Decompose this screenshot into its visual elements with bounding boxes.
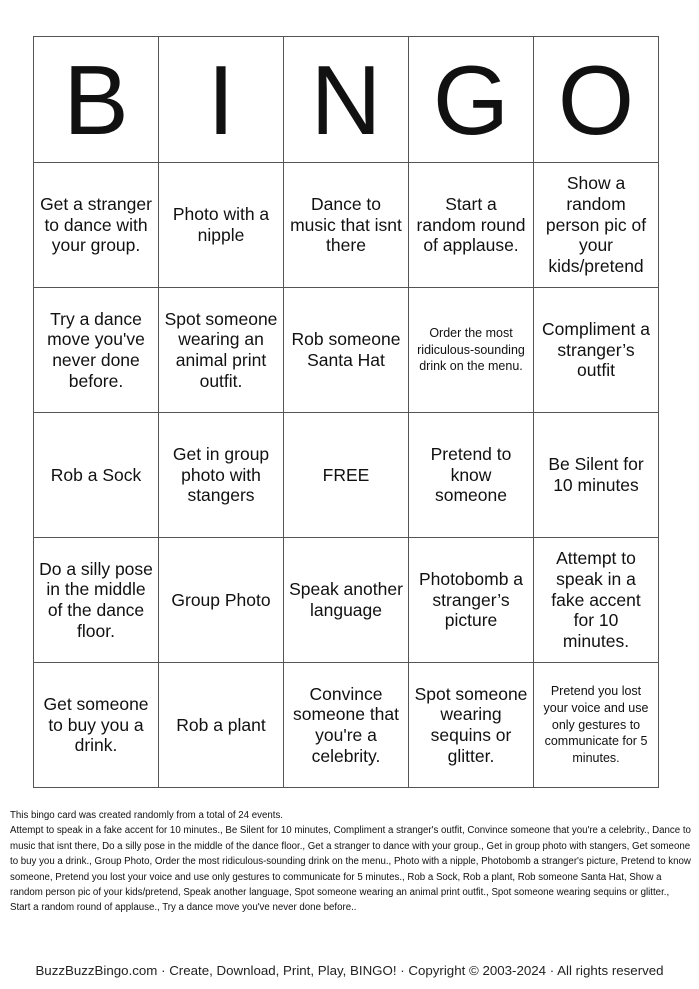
bingo-cell: Group Photo (159, 538, 284, 663)
bingo-cell: Start a random round of applause. (409, 163, 534, 288)
bingo-cell: Spot someone wearing sequins or glitter. (409, 663, 534, 788)
header-letter-b: B (34, 37, 159, 163)
bingo-cell: Convince someone that you're a celebrity. (284, 663, 409, 788)
card-info-events: Attempt to speak in a fake accent for 10 minutes., Be Silent for 10 minutes, Compliment a stranger's outfit, Convince someone that you're a celebrity., Dance to music that isnt there, Do a silly pose in the middle of the dance floor., Get a stranger to dance with your group., Get in group photo with stangers, Get someone to buy you a drink., Group Photo, Order the most ridiculous-sounding drink on the menu., Photo with a nipple, Photobomb a stranger's picture, Pretend to know someone, Pretend you lost your voice and use only gestures to communicate for 5 minutes., Rob a Sock, Rob a plant, Rob someone Santa Hat, Show a random person pic of your kids/pretend, Speak another language, Spot someone wearing an animal print outfit., Spot someone wearing sequins or glitter., Start a random round of applause., Try a dance move you've never done before.. (10, 825, 691, 914)
bingo-cell: Photobomb a stranger’s picture (409, 538, 534, 663)
bingo-cell: Get in group photo with stangers (159, 413, 284, 538)
bingo-cell: Be Silent for 10 minutes (534, 413, 659, 538)
header-letter-n: N (284, 37, 409, 163)
bingo-cell: Dance to music that isnt there (284, 163, 409, 288)
bingo-cell: Get someone to buy you a drink. (34, 663, 159, 788)
bingo-card (33, 36, 659, 788)
bingo-cell: Pretend to know someone (409, 413, 534, 538)
card-row (34, 413, 659, 538)
bingo-cell: Rob a Sock (34, 413, 159, 538)
bingo-cell: Do a silly pose in the middle of the dance floor. (34, 538, 159, 663)
bingo-cell: Rob someone Santa Hat (284, 288, 409, 413)
card-info (10, 808, 692, 916)
bingo-cell: Get a stranger to dance with your group. (34, 163, 159, 288)
card-row (34, 288, 659, 413)
card-row (34, 663, 659, 788)
header-row (34, 37, 659, 163)
bingo-cell: Photo with a nipple (159, 163, 284, 288)
bingo-cell: Speak another language (284, 538, 409, 663)
bingo-cell: Pretend you lost your voice and use only gestures to communicate for 5 minutes. (534, 663, 659, 788)
card-row (34, 163, 659, 288)
card-row (34, 538, 659, 663)
bingo-cell: Try a dance move you've never done before. (34, 288, 159, 413)
footer: BuzzBuzzBingo.com · Create, Download, Print, Play, BINGO! · Copyright © 2003-2024 · All rights reserved (35, 963, 664, 978)
header-letter-i: I (159, 37, 284, 163)
card-grid (34, 163, 659, 788)
bingo-cell: Order the most ridiculous-sounding drink on the menu. (409, 288, 534, 413)
bingo-cell: Rob a plant (159, 663, 284, 788)
bingo-cell: Spot someone wearing an animal print outfit. (159, 288, 284, 413)
header-letter-g: G (409, 37, 534, 163)
bingo-cell: Attempt to speak in a fake accent for 10 minutes. (534, 538, 659, 663)
header-letter-o: O (534, 37, 659, 163)
bingo-cell: Show a random person pic of your kids/pretend (534, 163, 659, 288)
bingo-cell: Compliment a stranger’s outfit (534, 288, 659, 413)
free-space: FREE (284, 413, 409, 538)
card-info-intro: This bingo card was created randomly from a total of 24 events. (10, 810, 284, 821)
